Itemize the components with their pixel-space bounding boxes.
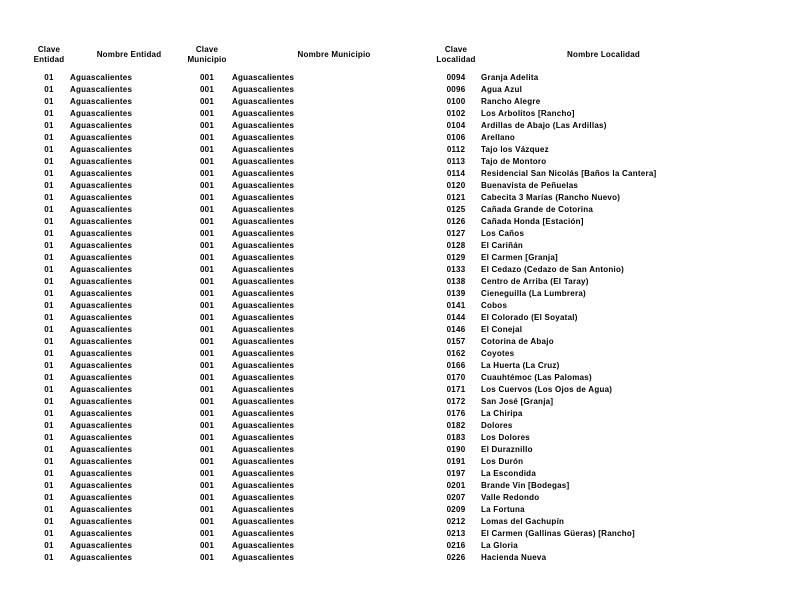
cell-clave-municipio: 001 bbox=[199, 217, 215, 226]
cell-clave-localidad: 0209 bbox=[446, 505, 466, 514]
cell-clave-municipio: 001 bbox=[199, 337, 215, 346]
cell-clave-localidad: 0183 bbox=[446, 433, 466, 442]
cell-nombre-localidad: Cotorina de Abajo bbox=[481, 337, 554, 346]
cell-nombre-entidad: Aguascalientes bbox=[70, 205, 133, 214]
cell-clave-entidad: 01 bbox=[44, 493, 54, 502]
cell-nombre-entidad: Aguascalientes bbox=[70, 349, 133, 358]
cell-clave-localidad: 0197 bbox=[446, 469, 466, 478]
cell-clave-entidad: 01 bbox=[44, 517, 54, 526]
cell-nombre-localidad: El Carmen [Granja] bbox=[481, 253, 558, 262]
cell-clave-entidad: 01 bbox=[44, 145, 54, 154]
cell-clave-localidad: 0121 bbox=[446, 193, 466, 202]
cell-clave-municipio: 001 bbox=[199, 289, 215, 298]
cell-clave-entidad: 01 bbox=[44, 193, 54, 202]
cell-nombre-municipio: Aguascalientes bbox=[232, 469, 295, 478]
cell-clave-localidad: 0213 bbox=[446, 529, 466, 538]
cell-clave-municipio: 001 bbox=[199, 157, 215, 166]
cell-clave-municipio: 001 bbox=[199, 181, 215, 190]
table-row bbox=[30, 456, 792, 468]
cell-nombre-municipio: Aguascalientes bbox=[232, 73, 295, 82]
cell-nombre-entidad: Aguascalientes bbox=[70, 169, 133, 178]
cell-nombre-municipio: Aguascalientes bbox=[232, 397, 295, 406]
cell-nombre-entidad: Aguascalientes bbox=[70, 361, 133, 370]
table-row bbox=[30, 300, 792, 312]
table-row bbox=[30, 216, 792, 228]
cell-nombre-municipio: Aguascalientes bbox=[232, 205, 295, 214]
cell-clave-municipio: 001 bbox=[199, 409, 215, 418]
cell-clave-entidad: 01 bbox=[44, 253, 54, 262]
cell-clave-localidad: 0104 bbox=[446, 121, 466, 130]
cell-clave-entidad: 01 bbox=[44, 121, 54, 130]
table-row bbox=[30, 192, 792, 204]
table-row bbox=[30, 180, 792, 192]
cell-nombre-municipio: Aguascalientes bbox=[232, 253, 295, 262]
cell-nombre-localidad: El Cariñán bbox=[481, 241, 524, 250]
cell-clave-localidad: 0129 bbox=[446, 253, 466, 262]
cell-nombre-entidad: Aguascalientes bbox=[70, 517, 133, 526]
cell-clave-localidad: 0125 bbox=[446, 205, 466, 214]
cell-nombre-entidad: Aguascalientes bbox=[70, 469, 133, 478]
cell-clave-localidad: 0172 bbox=[446, 397, 466, 406]
cell-clave-localidad: 0127 bbox=[446, 229, 466, 238]
table-row bbox=[30, 348, 792, 360]
cell-clave-entidad: 01 bbox=[44, 109, 54, 118]
cell-clave-municipio: 001 bbox=[199, 73, 215, 82]
cell-clave-municipio: 001 bbox=[199, 145, 215, 154]
cell-nombre-localidad: El Colorado (El Soyatal) bbox=[481, 313, 578, 322]
table-row bbox=[30, 528, 792, 540]
cell-nombre-localidad: Valle Redondo bbox=[481, 493, 540, 502]
table-row bbox=[30, 156, 792, 168]
cell-clave-localidad: 0112 bbox=[446, 145, 466, 154]
cell-nombre-localidad: La Escondida bbox=[481, 469, 537, 478]
table-row bbox=[30, 444, 792, 456]
cell-clave-municipio: 001 bbox=[199, 505, 215, 514]
cell-nombre-municipio: Aguascalientes bbox=[232, 553, 295, 562]
cell-clave-entidad: 01 bbox=[44, 85, 54, 94]
cell-clave-entidad: 01 bbox=[44, 337, 54, 346]
table-row bbox=[30, 372, 792, 384]
cell-nombre-municipio: Aguascalientes bbox=[232, 229, 295, 238]
cell-clave-localidad: 0133 bbox=[446, 265, 466, 274]
cell-nombre-municipio: Aguascalientes bbox=[232, 505, 295, 514]
table-row bbox=[30, 108, 792, 120]
cell-nombre-entidad: Aguascalientes bbox=[70, 277, 133, 286]
cell-clave-municipio: 001 bbox=[199, 253, 215, 262]
cell-clave-entidad: 01 bbox=[44, 445, 54, 454]
cell-nombre-municipio: Aguascalientes bbox=[232, 133, 295, 142]
cell-clave-localidad: 0171 bbox=[446, 385, 466, 394]
cell-nombre-localidad: El Duraznillo bbox=[481, 445, 533, 454]
cell-clave-entidad: 01 bbox=[44, 529, 54, 538]
cell-nombre-municipio: Aguascalientes bbox=[232, 145, 295, 154]
cell-nombre-entidad: Aguascalientes bbox=[70, 493, 133, 502]
cell-clave-municipio: 001 bbox=[199, 85, 215, 94]
cell-nombre-entidad: Aguascalientes bbox=[70, 325, 133, 334]
table-row bbox=[30, 204, 792, 216]
cell-nombre-municipio: Aguascalientes bbox=[232, 121, 295, 130]
table-row bbox=[30, 324, 792, 336]
cell-clave-municipio: 001 bbox=[199, 553, 215, 562]
cell-clave-municipio: 001 bbox=[199, 457, 215, 466]
cell-nombre-entidad: Aguascalientes bbox=[70, 85, 133, 94]
cell-clave-localidad: 0216 bbox=[446, 541, 466, 550]
cell-nombre-entidad: Aguascalientes bbox=[70, 217, 133, 226]
cell-clave-entidad: 01 bbox=[44, 409, 54, 418]
cell-clave-municipio: 001 bbox=[199, 349, 215, 358]
cell-nombre-entidad: Aguascalientes bbox=[70, 385, 133, 394]
cell-nombre-entidad: Aguascalientes bbox=[70, 193, 133, 202]
cell-nombre-municipio: Aguascalientes bbox=[232, 529, 295, 538]
cell-clave-localidad: 0113 bbox=[446, 157, 466, 166]
cell-clave-municipio: 001 bbox=[199, 421, 215, 430]
cell-nombre-localidad: San José [Granja] bbox=[481, 397, 554, 406]
cell-clave-municipio: 001 bbox=[199, 97, 215, 106]
table-row bbox=[30, 396, 792, 408]
cell-nombre-municipio: Aguascalientes bbox=[232, 481, 295, 490]
table-row bbox=[30, 264, 792, 276]
cell-nombre-municipio: Aguascalientes bbox=[232, 217, 295, 226]
cell-clave-municipio: 001 bbox=[199, 529, 215, 538]
cell-nombre-localidad: Los Cuervos (Los Ojos de Agua) bbox=[481, 385, 613, 394]
cell-clave-localidad: 0182 bbox=[446, 421, 466, 430]
table-row bbox=[30, 516, 792, 528]
cell-nombre-municipio: Aguascalientes bbox=[232, 97, 295, 106]
cell-clave-entidad: 01 bbox=[44, 385, 54, 394]
cell-clave-localidad: 0106 bbox=[446, 133, 466, 142]
cell-nombre-localidad: La Huerta (La Cruz) bbox=[481, 361, 560, 370]
cell-clave-municipio: 001 bbox=[199, 481, 215, 490]
cell-clave-localidad: 0170 bbox=[446, 373, 466, 382]
cell-nombre-entidad: Aguascalientes bbox=[70, 481, 133, 490]
table-row bbox=[30, 432, 792, 444]
cell-nombre-localidad: Cañada Honda [Estación] bbox=[481, 217, 584, 226]
cell-nombre-municipio: Aguascalientes bbox=[232, 493, 295, 502]
cell-clave-entidad: 01 bbox=[44, 217, 54, 226]
cell-nombre-municipio: Aguascalientes bbox=[232, 181, 295, 190]
cell-nombre-entidad: Aguascalientes bbox=[70, 265, 133, 274]
cell-nombre-localidad: Granja Adelita bbox=[481, 73, 539, 82]
cell-clave-municipio: 001 bbox=[199, 241, 215, 250]
cell-clave-municipio: 001 bbox=[199, 493, 215, 502]
table-row bbox=[30, 420, 792, 432]
cell-nombre-entidad: Aguascalientes bbox=[70, 553, 133, 562]
cell-nombre-localidad: Cuauhtémoc (Las Palomas) bbox=[481, 373, 592, 382]
table-row bbox=[30, 252, 792, 264]
cell-nombre-entidad: Aguascalientes bbox=[70, 433, 133, 442]
cell-clave-municipio: 001 bbox=[199, 265, 215, 274]
cell-clave-entidad: 01 bbox=[44, 481, 54, 490]
cell-clave-municipio: 001 bbox=[199, 229, 215, 238]
cell-nombre-localidad: Ardillas de Abajo (Las Ardillas) bbox=[481, 121, 607, 130]
cell-clave-localidad: 0141 bbox=[446, 301, 466, 310]
cell-nombre-municipio: Aguascalientes bbox=[232, 373, 295, 382]
cell-nombre-municipio: Aguascalientes bbox=[232, 361, 295, 370]
cell-clave-entidad: 01 bbox=[44, 265, 54, 274]
cell-nombre-localidad: Agua Azul bbox=[481, 85, 523, 94]
table-header bbox=[30, 0, 792, 66]
cell-clave-municipio: 001 bbox=[199, 169, 215, 178]
cell-nombre-entidad: Aguascalientes bbox=[70, 373, 133, 382]
cell-nombre-localidad: Los Arbolitos [Rancho] bbox=[481, 109, 575, 118]
table-body bbox=[0, 72, 792, 564]
cell-nombre-entidad: Aguascalientes bbox=[70, 313, 133, 322]
cell-nombre-localidad: Hacienda Nueva bbox=[481, 553, 547, 562]
table-row bbox=[30, 288, 792, 300]
cell-nombre-municipio: Aguascalientes bbox=[232, 433, 295, 442]
cell-clave-municipio: 001 bbox=[199, 445, 215, 454]
table-row bbox=[30, 72, 792, 84]
cell-clave-entidad: 01 bbox=[44, 553, 54, 562]
cell-nombre-entidad: Aguascalientes bbox=[70, 409, 133, 418]
table-row bbox=[30, 312, 792, 324]
cell-clave-localidad: 0096 bbox=[446, 85, 466, 94]
cell-nombre-localidad: Los Caños bbox=[481, 229, 525, 238]
header-clave-entidad: Clave Entidad bbox=[33, 45, 65, 64]
cell-nombre-localidad: Los Dolores bbox=[481, 433, 530, 442]
cell-clave-entidad: 01 bbox=[44, 181, 54, 190]
cell-nombre-entidad: Aguascalientes bbox=[70, 541, 133, 550]
cell-nombre-localidad: Buenavista de Peñuelas bbox=[481, 181, 579, 190]
cell-nombre-entidad: Aguascalientes bbox=[70, 289, 133, 298]
cell-nombre-entidad: Aguascalientes bbox=[70, 505, 133, 514]
cell-nombre-municipio: Aguascalientes bbox=[232, 193, 295, 202]
cell-clave-municipio: 001 bbox=[199, 385, 215, 394]
cell-clave-municipio: 001 bbox=[199, 277, 215, 286]
cell-nombre-entidad: Aguascalientes bbox=[70, 421, 133, 430]
cell-clave-municipio: 001 bbox=[199, 373, 215, 382]
cell-clave-municipio: 001 bbox=[199, 541, 215, 550]
cell-clave-entidad: 01 bbox=[44, 301, 54, 310]
cell-clave-entidad: 01 bbox=[44, 421, 54, 430]
cell-nombre-municipio: Aguascalientes bbox=[232, 445, 295, 454]
cell-clave-localidad: 0212 bbox=[446, 517, 466, 526]
cell-clave-localidad: 0144 bbox=[446, 313, 466, 322]
cell-clave-entidad: 01 bbox=[44, 241, 54, 250]
table-row bbox=[30, 468, 792, 480]
cell-nombre-localidad: La Gloria bbox=[481, 541, 518, 550]
cell-nombre-municipio: Aguascalientes bbox=[232, 421, 295, 430]
table-row bbox=[30, 168, 792, 180]
table-row bbox=[30, 120, 792, 132]
cell-clave-municipio: 001 bbox=[199, 397, 215, 406]
cell-nombre-localidad: Cañada Grande de Cotorina bbox=[481, 205, 594, 214]
cell-nombre-localidad: Tajo de Montoro bbox=[481, 157, 547, 166]
cell-nombre-localidad: La Fortuna bbox=[481, 505, 525, 514]
cell-nombre-localidad: Cabecita 3 Marías (Rancho Nuevo) bbox=[481, 193, 621, 202]
cell-clave-municipio: 001 bbox=[199, 205, 215, 214]
cell-nombre-localidad: Arellano bbox=[481, 133, 516, 142]
cell-nombre-entidad: Aguascalientes bbox=[70, 529, 133, 538]
cell-nombre-municipio: Aguascalientes bbox=[232, 157, 295, 166]
cell-nombre-localidad: El Conejal bbox=[481, 325, 523, 334]
cell-nombre-entidad: Aguascalientes bbox=[70, 253, 133, 262]
cell-clave-localidad: 0139 bbox=[446, 289, 466, 298]
table-row bbox=[30, 96, 792, 108]
cell-nombre-entidad: Aguascalientes bbox=[70, 121, 133, 130]
cell-clave-localidad: 0102 bbox=[446, 109, 466, 118]
cell-clave-entidad: 01 bbox=[44, 397, 54, 406]
cell-nombre-entidad: Aguascalientes bbox=[70, 181, 133, 190]
cell-clave-localidad: 0166 bbox=[446, 361, 466, 370]
cell-clave-localidad: 0120 bbox=[446, 181, 466, 190]
cell-clave-municipio: 001 bbox=[199, 109, 215, 118]
cell-clave-localidad: 0207 bbox=[446, 493, 466, 502]
cell-clave-municipio: 001 bbox=[199, 301, 215, 310]
cell-clave-localidad: 0146 bbox=[446, 325, 466, 334]
cell-clave-entidad: 01 bbox=[44, 349, 54, 358]
cell-nombre-entidad: Aguascalientes bbox=[70, 397, 133, 406]
cell-nombre-localidad: El Cedazo (Cedazo de San Antonio) bbox=[481, 265, 625, 274]
header-clave-localidad: Clave Localidad bbox=[436, 45, 476, 64]
cell-clave-entidad: 01 bbox=[44, 205, 54, 214]
cell-nombre-localidad: Brande Vin [Bodegas] bbox=[481, 481, 570, 490]
cell-clave-localidad: 0126 bbox=[446, 217, 466, 226]
cell-clave-entidad: 01 bbox=[44, 289, 54, 298]
cell-nombre-municipio: Aguascalientes bbox=[232, 289, 295, 298]
cell-clave-localidad: 0114 bbox=[446, 169, 466, 178]
cell-clave-localidad: 0191 bbox=[446, 457, 466, 466]
cell-nombre-municipio: Aguascalientes bbox=[232, 265, 295, 274]
cell-clave-municipio: 001 bbox=[199, 469, 215, 478]
cell-clave-entidad: 01 bbox=[44, 133, 54, 142]
cell-nombre-localidad: Cobos bbox=[481, 301, 508, 310]
table-row bbox=[30, 504, 792, 516]
cell-clave-localidad: 0226 bbox=[446, 553, 466, 562]
cell-nombre-municipio: Aguascalientes bbox=[232, 277, 295, 286]
cell-nombre-entidad: Aguascalientes bbox=[70, 301, 133, 310]
cell-nombre-localidad: La Chiripa bbox=[481, 409, 523, 418]
cell-clave-entidad: 01 bbox=[44, 277, 54, 286]
cell-nombre-municipio: Aguascalientes bbox=[232, 325, 295, 334]
cell-clave-municipio: 001 bbox=[199, 313, 215, 322]
cell-clave-localidad: 0094 bbox=[446, 73, 466, 82]
cell-nombre-municipio: Aguascalientes bbox=[232, 169, 295, 178]
cell-nombre-municipio: Aguascalientes bbox=[232, 301, 295, 310]
cell-clave-municipio: 001 bbox=[199, 121, 215, 130]
table-row bbox=[30, 360, 792, 372]
cell-clave-entidad: 01 bbox=[44, 361, 54, 370]
cell-nombre-entidad: Aguascalientes bbox=[70, 229, 133, 238]
cell-nombre-localidad: Cieneguilla (La Lumbrera) bbox=[481, 289, 586, 298]
cell-clave-entidad: 01 bbox=[44, 325, 54, 334]
cell-clave-municipio: 001 bbox=[199, 433, 215, 442]
cell-clave-entidad: 01 bbox=[44, 169, 54, 178]
cell-nombre-entidad: Aguascalientes bbox=[70, 133, 133, 142]
table-row bbox=[30, 144, 792, 156]
cell-clave-localidad: 0100 bbox=[446, 97, 466, 106]
cell-clave-entidad: 01 bbox=[44, 433, 54, 442]
cell-clave-municipio: 001 bbox=[199, 517, 215, 526]
cell-nombre-entidad: Aguascalientes bbox=[70, 337, 133, 346]
cell-nombre-entidad: Aguascalientes bbox=[70, 145, 133, 154]
table-row bbox=[30, 336, 792, 348]
cell-nombre-localidad: Coyotes bbox=[481, 349, 515, 358]
cell-clave-entidad: 01 bbox=[44, 313, 54, 322]
cell-nombre-municipio: Aguascalientes bbox=[232, 85, 295, 94]
cell-nombre-municipio: Aguascalientes bbox=[232, 457, 295, 466]
cell-clave-localidad: 0190 bbox=[446, 445, 466, 454]
cell-clave-entidad: 01 bbox=[44, 157, 54, 166]
cell-clave-entidad: 01 bbox=[44, 457, 54, 466]
table-row bbox=[30, 492, 792, 504]
cell-nombre-municipio: Aguascalientes bbox=[232, 337, 295, 346]
cell-nombre-localidad: Rancho Alegre bbox=[481, 97, 541, 106]
table-row bbox=[30, 132, 792, 144]
cell-nombre-municipio: Aguascalientes bbox=[232, 313, 295, 322]
cell-clave-entidad: 01 bbox=[44, 541, 54, 550]
cell-clave-entidad: 01 bbox=[44, 373, 54, 382]
cell-clave-entidad: 01 bbox=[44, 97, 54, 106]
cell-clave-municipio: 001 bbox=[199, 361, 215, 370]
cell-clave-localidad: 0201 bbox=[446, 481, 466, 490]
cell-nombre-localidad: Tajo los Vázquez bbox=[481, 145, 549, 154]
table-row bbox=[30, 384, 792, 396]
table-row bbox=[30, 552, 792, 564]
table-row bbox=[30, 84, 792, 96]
cell-nombre-localidad: El Carmen (Gallinas Güeras) [Rancho] bbox=[481, 529, 635, 538]
cell-clave-municipio: 001 bbox=[199, 325, 215, 334]
cell-nombre-entidad: Aguascalientes bbox=[70, 457, 133, 466]
header-clave-municipio: Clave Municipio bbox=[187, 45, 227, 64]
table-row bbox=[30, 276, 792, 288]
cell-nombre-entidad: Aguascalientes bbox=[70, 241, 133, 250]
cell-nombre-localidad: Residencial San Nicolás [Baños la Cantera] bbox=[481, 169, 657, 178]
cell-nombre-municipio: Aguascalientes bbox=[232, 385, 295, 394]
cell-clave-entidad: 01 bbox=[44, 229, 54, 238]
cell-clave-localidad: 0128 bbox=[446, 241, 466, 250]
header-nombre-municipio: Nombre Municipio bbox=[297, 50, 371, 59]
cell-clave-entidad: 01 bbox=[44, 73, 54, 82]
header-nombre-localidad: Nombre Localidad bbox=[567, 50, 640, 59]
table-row bbox=[30, 228, 792, 240]
cell-nombre-municipio: Aguascalientes bbox=[232, 541, 295, 550]
table-row bbox=[30, 540, 792, 552]
cell-nombre-municipio: Aguascalientes bbox=[232, 517, 295, 526]
cell-nombre-entidad: Aguascalientes bbox=[70, 109, 133, 118]
cell-nombre-entidad: Aguascalientes bbox=[70, 157, 133, 166]
table-row bbox=[30, 480, 792, 492]
cell-nombre-localidad: Centro de Arriba (El Taray) bbox=[481, 277, 589, 286]
header-nombre-entidad: Nombre Entidad bbox=[96, 50, 162, 59]
cell-clave-entidad: 01 bbox=[44, 469, 54, 478]
cell-clave-municipio: 001 bbox=[199, 193, 215, 202]
cell-nombre-entidad: Aguascalientes bbox=[70, 445, 133, 454]
cell-clave-localidad: 0162 bbox=[446, 349, 466, 358]
cell-clave-localidad: 0176 bbox=[446, 409, 466, 418]
cell-clave-entidad: 01 bbox=[44, 505, 54, 514]
table-row bbox=[30, 240, 792, 252]
cell-nombre-entidad: Aguascalientes bbox=[70, 97, 133, 106]
cell-nombre-municipio: Aguascalientes bbox=[232, 349, 295, 358]
cell-nombre-localidad: Dolores bbox=[481, 421, 513, 430]
cell-clave-localidad: 0157 bbox=[446, 337, 466, 346]
cell-nombre-localidad: Lomas del Gachupín bbox=[481, 517, 565, 526]
cell-nombre-municipio: Aguascalientes bbox=[232, 241, 295, 250]
cell-nombre-municipio: Aguascalientes bbox=[232, 409, 295, 418]
table-row bbox=[30, 408, 792, 420]
cell-clave-municipio: 001 bbox=[199, 133, 215, 142]
cell-nombre-municipio: Aguascalientes bbox=[232, 109, 295, 118]
cell-clave-localidad: 0138 bbox=[446, 277, 466, 286]
cell-nombre-entidad: Aguascalientes bbox=[70, 73, 133, 82]
cell-nombre-localidad: Los Durón bbox=[481, 457, 524, 466]
